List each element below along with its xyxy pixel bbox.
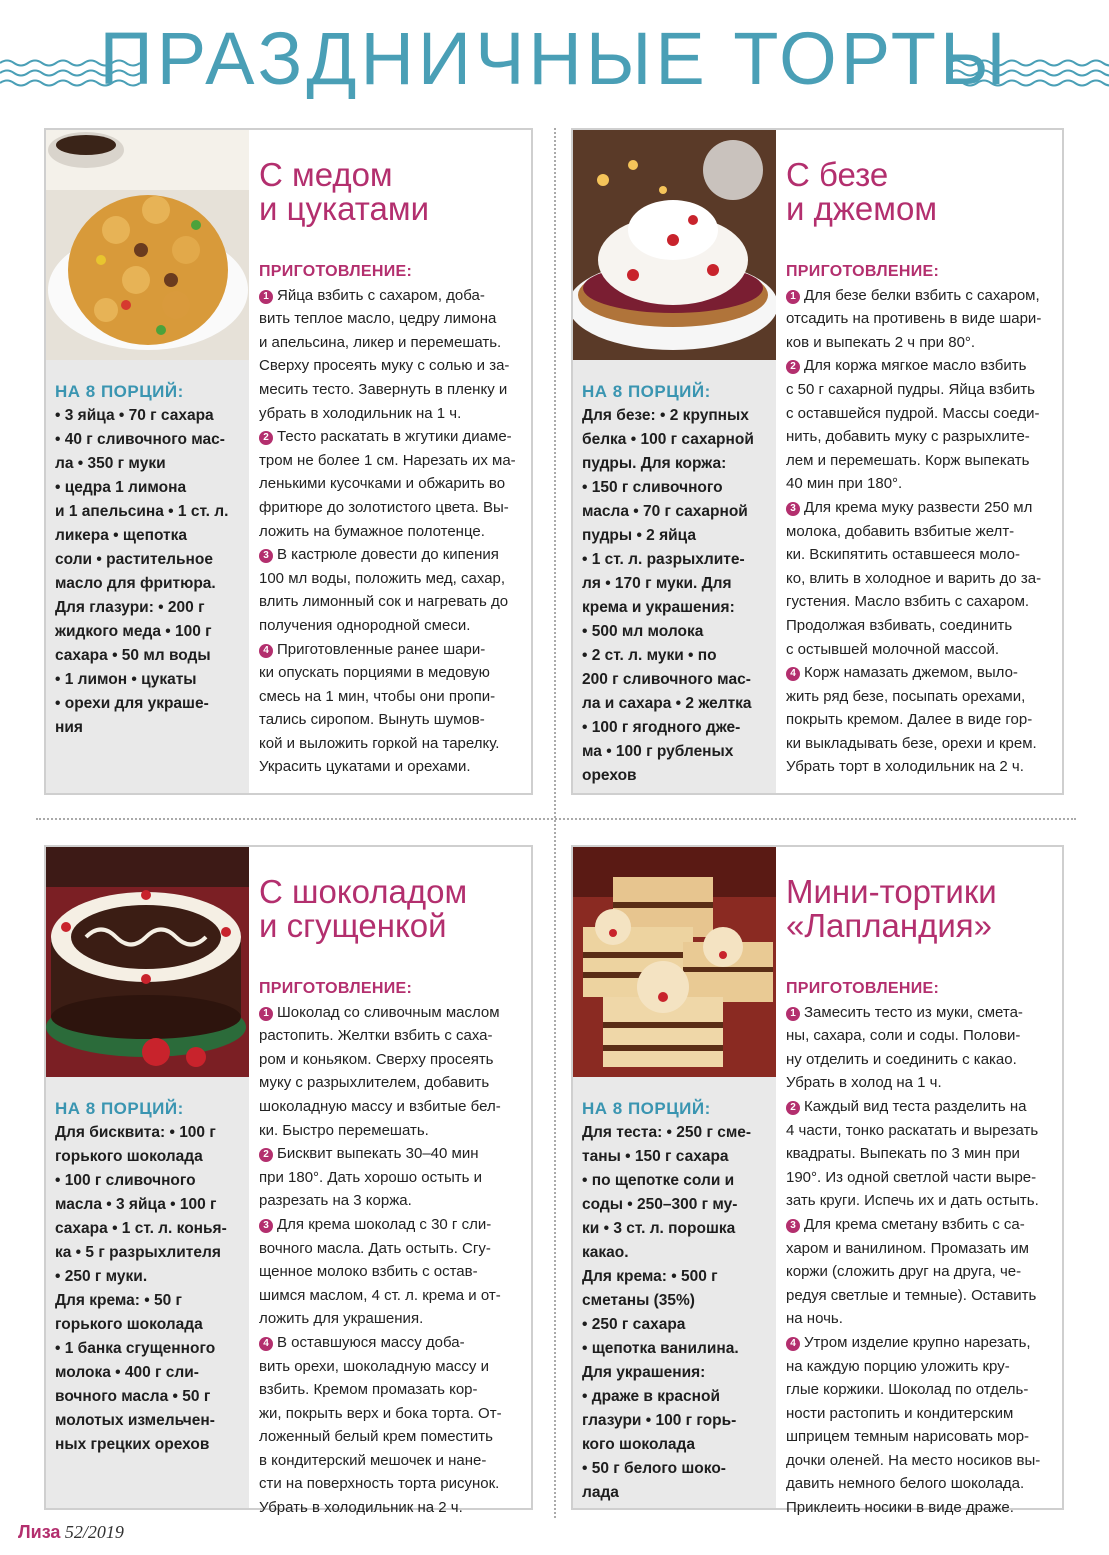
portions-heading: НА 8 ПОРЦИЙ: [582, 382, 711, 401]
step [259, 543, 559, 637]
step [259, 638, 559, 780]
portions-heading: НА 8 ПОРЦИЙ: [582, 1099, 711, 1118]
ingredient-line: • 3 яйца • 70 г сахара [55, 407, 214, 424]
recipe-title-line: и сгущенкой [259, 907, 447, 944]
ingredient-line: молока • 400 г сли- [55, 1364, 199, 1381]
ingredient-line: Для крема: • 50 г [55, 1292, 182, 1309]
ingredients-list [582, 380, 772, 788]
ingredient-line: орехов [582, 767, 637, 784]
step-text: Корж намазать джемом, выло- жить ряд безе, посыпать орехами, покрыть кремом. Далее в виде гор- ки выкладывать безе, орехи и крем. Убрать торт в холодильник на 2 ч. [786, 664, 1037, 776]
ingredient-line: Для бисквита: • 100 г [55, 1124, 216, 1141]
ingredient-line: сметаны (35%) [582, 1292, 695, 1309]
step-text: В оставшуюся массу доба- вить орехи, шоколадную массу и взбить. Кремом промазать кор- жи, покрыть верх и бока торта. От- ложенный белый крем поместить в кондитерский мешочек и нане- сти на поверхность торта рисунок. Убрать в холодильник на 2 ч. [259, 1333, 502, 1517]
recipe-card-honey [44, 128, 533, 795]
ingredient-line: и 1 апельсина • 1 ст. л. [55, 503, 229, 520]
step [259, 1001, 559, 1143]
recipe-title-line: и цукатами [259, 190, 430, 227]
recipe-title-line: С шоколадом [259, 873, 468, 910]
step-text: Тесто раскатать в жгутики диаме- тром не более 1 см. Нарезать их ма- ленькими кусочками и обжарить во фритюре до золотистого цвета. Вы- ложить на бумажное полотенце. [259, 428, 516, 540]
recipe-title-line: Мини-тортики [786, 873, 997, 910]
step [786, 1095, 1086, 1213]
ingredients-panel [573, 130, 776, 793]
step-text: Бисквит выпекать 30–40 мин при 180°. Дать хорошо остыть и разрезать на 3 коржа. [259, 1145, 483, 1210]
step-text: Для крема муку развести 250 мл молока, добавить взбитые желт- ки. Вскипятить оставшееся моло- ко, влить в холодное и варить до за- густения. Масло взбить с сахаром. Продолжая взбивать, соединить с остывшей молочной массой. [786, 498, 1042, 658]
ingredient-line: • цедра 1 лимона [55, 479, 187, 496]
recipe-card-chocolate [44, 845, 533, 1517]
issue-number: 52/2019 [64, 1522, 124, 1542]
preparation [786, 260, 1086, 779]
ingredient-line: ка • 5 г разрыхлителя [55, 1244, 221, 1261]
step-text: Приготовленные ранее шари- ки опускать порциями в медовую смесь на 1 мин, чтобы они пропи- тались сиропом. Вынуть шумов- кой и выложить горкой на тарелку. Украсить цукатами и орехами. [259, 640, 500, 776]
ingredient-line: • драже в красной [582, 1388, 721, 1405]
ingredient-line: какао. [582, 1244, 629, 1261]
ingredient-line: ля • 170 г муки. Для [582, 575, 732, 592]
step-number-icon: 4 [259, 644, 273, 658]
ingredient-line: ла • 350 г муки [55, 455, 166, 472]
ingredient-line: Для украшения: [582, 1364, 706, 1381]
ingredient-line: таны • 150 г сахара [582, 1148, 729, 1165]
step [786, 284, 1086, 355]
magazine-name: Лиза [18, 1522, 61, 1542]
recipe-title-line: С безе [786, 156, 889, 193]
ingredient-line: пудры • 2 яйца [582, 527, 697, 544]
step-number-icon: 3 [259, 549, 273, 563]
step-number-icon: 3 [786, 1219, 800, 1233]
step [786, 354, 1086, 496]
step-text: Утром изделие крупно нарезать, на каждую порцию уложить кру- глые коржики. Шоколад по отдель- ности растопить и кондитерским шприцем темным нарисовать мор- дочки оленей. На место носиков вы- давить немного белого шоколада. Приклеить носики в виде драже. [786, 1333, 1041, 1517]
recipe-title-line: и джемом [786, 190, 938, 227]
step-number-icon: 2 [259, 1148, 273, 1162]
ingredient-line: масла • 3 яйца • 100 г [55, 1196, 217, 1213]
ingredient-line: Для глазури: • 200 г [55, 599, 205, 616]
ingredients-panel [46, 130, 249, 793]
ingredient-line: масла • 70 г сахарной [582, 503, 748, 520]
ingredient-line: Для теста: • 250 г сме- [582, 1124, 752, 1141]
ingredient-line: • 250 г муки. [55, 1268, 148, 1285]
ingredients-panel [46, 847, 249, 1508]
ingredient-line: соли • растительное [55, 551, 213, 568]
ingredient-line: ма • 100 г рубленых [582, 743, 734, 760]
ingredients-list [55, 1097, 245, 1457]
portions-heading: НА 8 ПОРЦИЙ: [55, 382, 184, 401]
ingredients-list [55, 380, 245, 740]
preparation-heading: ПРИГОТОВЛЕНИЕ: [786, 980, 940, 997]
page-title: ПРАЗДНИЧНЫЕ ТОРТЫ [99, 17, 1010, 100]
ingredient-line: ла и сахара • 2 желтка [582, 695, 752, 712]
step [786, 661, 1086, 779]
ingredient-line: • 150 г сливочного [582, 479, 723, 496]
step [786, 1213, 1086, 1331]
step [786, 1001, 1086, 1095]
step-number-icon: 1 [786, 290, 800, 304]
preparation-heading: ПРИГОТОВЛЕНИЕ: [259, 980, 413, 997]
ingredient-line: молотых измельчен- [55, 1412, 215, 1429]
ingredient-line: • орехи для украше- [55, 695, 209, 712]
ingredient-line: ных грецких орехов [55, 1436, 210, 1453]
step [259, 1331, 559, 1520]
step-number-icon: 4 [786, 667, 800, 681]
ingredient-line: белка • 100 г сахарной [582, 431, 754, 448]
preparation [259, 260, 559, 779]
step-number-icon: 2 [786, 1101, 800, 1115]
horizontal-divider [36, 818, 1076, 820]
step-text: Для коржа мягкое масло взбить с 50 г сахарной пудры. Яйца взбить с оставшейся пудрой. Массы соеди- нить, добавить муку с разрыхлите- лем и перемешать. Корж выпекать 40 мин при 180°. [786, 357, 1040, 493]
ingredient-line: • 1 лимон • цукаты [55, 671, 197, 688]
preparation-heading: ПРИГОТОВЛЕНИЕ: [786, 263, 940, 280]
step-text: Для крема сметану взбить с са- харом и ванилином. Промазать им коржи (сложить друг на друга, че- редуя светлые и темные). Оставить на ночь. [786, 1215, 1037, 1328]
ingredient-line: сахара • 1 ст. л. конья- [55, 1220, 227, 1237]
ingredient-line: • 250 г сахара [582, 1316, 686, 1333]
ingredient-line: ликера • щепотка [55, 527, 187, 544]
ingredient-line: • 100 г ягодного дже- [582, 719, 741, 736]
step-text: Для безе белки взбить с сахаром, отсадить на противень в виде шари- ков и выпекать 2 ч при 80°. [786, 286, 1042, 351]
ingredient-line: пудры. Для коржа: [582, 455, 727, 472]
recipe-photo [573, 847, 776, 1077]
recipe-photo [46, 130, 249, 360]
recipe-title [786, 875, 1086, 943]
step-number-icon: 4 [259, 1337, 273, 1351]
step-text: Для крема шоколад с 30 г сли- вочного масла. Дать остыть. Сгу- щенное молоко взбить с остав- шимся маслом, 4 ст. л. крема и от- ложить для украшения. [259, 1215, 501, 1328]
ingredient-line: • щепотка ванилина. [582, 1340, 739, 1357]
preparation-heading: ПРИГОТОВЛЕНИЕ: [259, 263, 413, 280]
recipe-card-lapland [571, 845, 1064, 1517]
ingredient-line: • по щепотке соли и [582, 1172, 735, 1189]
step-text: В кастрюле довести до кипения 100 мл воды, положить мед, сахар, влить лимонный сок и нагревать до получения однородной смеси. [259, 546, 509, 634]
preparation [786, 977, 1086, 1520]
step [786, 496, 1086, 661]
ingredient-line: • 2 ст. л. муки • по [582, 647, 717, 664]
ingredient-line: • 1 ст. л. разрыхлите- [582, 551, 745, 568]
step [259, 1213, 559, 1331]
step-number-icon: 3 [786, 502, 800, 516]
ingredient-line: • 100 г сливочного [55, 1172, 196, 1189]
ingredient-line: • 1 банка сгущенного [55, 1340, 216, 1357]
step-number-icon: 3 [259, 1219, 273, 1233]
ingredients-panel [573, 847, 776, 1508]
step-number-icon: 1 [259, 290, 273, 304]
footer [18, 1522, 124, 1543]
step-number-icon: 4 [786, 1337, 800, 1351]
step [786, 1331, 1086, 1520]
recipe-title [259, 158, 559, 226]
recipe-photo [573, 130, 776, 360]
recipe-photo [46, 847, 249, 1077]
step [259, 284, 559, 426]
ingredient-line: • 50 г белого шоко- [582, 1460, 726, 1477]
ingredient-line: ния [55, 719, 83, 736]
ingredient-line: • 40 г сливочного мас- [55, 431, 225, 448]
step [259, 425, 559, 543]
recipe-title [259, 875, 559, 943]
step-text: Замесить тесто из муки, смета- ны, сахара, соли и соды. Полови- ну отделить и соединить с какао. Убрать в холод на 1 ч. [786, 1003, 1023, 1092]
step-number-icon: 2 [259, 431, 273, 445]
step-text: Яйца взбить с сахаром, доба- вить теплое масло, цедру лимона и апельсина, ликер и перемешать. Сверху просеять муку с солью и за- месить тесто. Завернуть в пленку и убрать в холодильник на 1 ч. [259, 286, 510, 422]
recipe-card-meringue [571, 128, 1064, 795]
portions-heading: НА 8 ПОРЦИЙ: [55, 1099, 184, 1118]
preparation [259, 977, 559, 1520]
ingredient-line: горького шоколада [55, 1316, 203, 1333]
recipe-title [786, 158, 1086, 226]
ingredient-line: • 500 мл молока [582, 623, 704, 640]
step-number-icon: 1 [786, 1007, 800, 1021]
ingredient-line: сахара • 50 мл воды [55, 647, 211, 664]
ingredient-line: кого шоколада [582, 1436, 695, 1453]
ingredient-line: вочного масла • 50 г [55, 1388, 211, 1405]
ingredient-line: крема и украшения: [582, 599, 735, 616]
ingredient-line: 200 г сливочного мас- [582, 671, 751, 688]
ingredient-line: ки • 3 ст. л. порошка [582, 1220, 736, 1237]
ingredient-line: жидкого меда • 100 г [55, 623, 212, 640]
ingredient-line: горького шоколада [55, 1148, 203, 1165]
ingredient-line: соды • 250–300 г му- [582, 1196, 738, 1213]
ingredient-line: лада [582, 1484, 619, 1501]
step-number-icon: 2 [786, 360, 800, 374]
ingredient-line: Для крема: • 500 г [582, 1268, 718, 1285]
recipe-title-line: «Лапландия» [786, 907, 992, 944]
step [259, 1142, 559, 1213]
step-text: Шоколад со сливочным маслом растопить. Желтки взбить с саха- ром и коньяком. Сверху просеять муку с разрыхлителем, добавить шоколадную массу и взбитые бел- ки. Быстро перемешать. [259, 1003, 501, 1139]
step-text: Каждый вид теста разделить на 4 части, тонко раскатать и вырезать квадраты. Выпекать по 3 мин при 190°. Из одной светлой части выре- зать круги. Испечь их и дать остыть. [786, 1097, 1039, 1210]
recipe-title-line: С медом [259, 156, 393, 193]
ingredients-list [582, 1097, 772, 1505]
ingredient-line: глазури • 100 г горь- [582, 1412, 737, 1429]
ingredient-line: Для безе: • 2 крупных [582, 407, 749, 424]
ingredient-line: масло для фритюра. [55, 575, 216, 592]
step-number-icon: 1 [259, 1007, 273, 1021]
